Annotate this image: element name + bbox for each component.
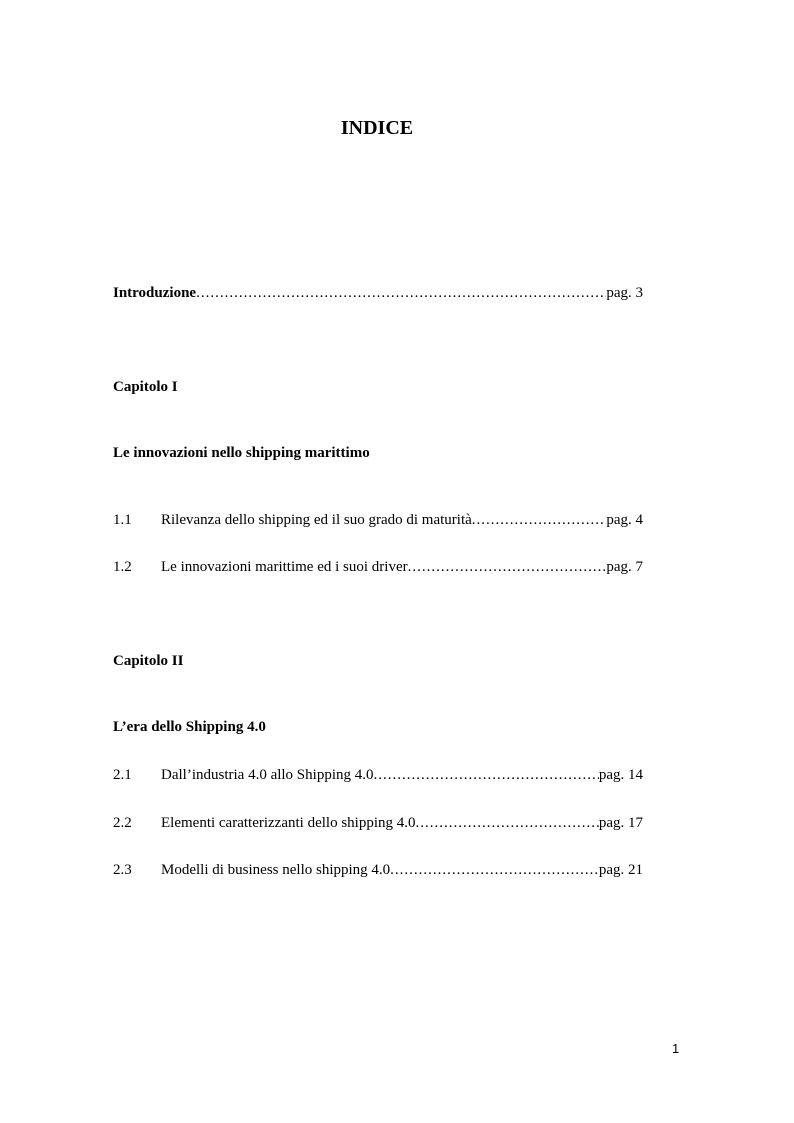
toc-entry-page: pag. 14	[598, 767, 643, 783]
toc-entry-label: Rilevanza dello shipping ed il suo grado di maturità	[161, 512, 472, 528]
toc-dot-leader	[390, 861, 599, 879]
chapter-2-subtitle: L’era dello Shipping 4.0	[113, 719, 266, 735]
toc-entry-1-1	[113, 511, 643, 529]
page-number: 1	[672, 1041, 680, 1056]
toc-entry-2-2	[113, 814, 643, 832]
toc-entry-page: pag. 17	[598, 815, 643, 831]
toc-entry-number: 2.1	[113, 767, 132, 783]
toc-entry-label: Le innovazioni marittime ed i suoi driver	[161, 559, 408, 575]
toc-dot-leader	[408, 558, 607, 576]
toc-entry-page: pag. 21	[598, 862, 643, 878]
toc-dot-leader	[472, 511, 607, 529]
toc-dot-leader	[373, 766, 598, 784]
chapter-1-heading: Capitolo I	[113, 379, 178, 395]
toc-entry-introduzione	[113, 284, 643, 302]
toc-entry-page: pag. 4	[606, 512, 643, 528]
toc-entry-2-1	[113, 766, 643, 784]
toc-entry-2-3	[113, 861, 643, 879]
toc-entry-page: pag. 3	[606, 285, 643, 301]
toc-entry-1-2	[113, 558, 643, 576]
page-title: INDICE	[340, 117, 414, 139]
toc-entry-label: Modelli di business nello shipping 4.0	[161, 862, 391, 878]
toc-entry-label: Dall’industria 4.0 allo Shipping 4.0	[161, 767, 374, 783]
toc-entry-number: 2.3	[113, 862, 132, 878]
toc-entry-number: 2.2	[113, 815, 132, 831]
toc-dot-leader	[196, 284, 606, 302]
toc-entry-number: 1.2	[113, 559, 132, 575]
chapter-2-heading: Capitolo II	[113, 653, 184, 669]
toc-dot-leader	[416, 814, 599, 832]
chapter-1-subtitle: Le innovazioni nello shipping marittimo	[113, 445, 370, 461]
toc-entry-number: 1.1	[113, 512, 132, 528]
toc-entry-label: Introduzione	[113, 285, 197, 301]
toc-entry-label: Elementi caratterizzanti dello shipping 4.0	[161, 815, 416, 831]
toc-entry-page: pag. 7	[606, 559, 643, 575]
